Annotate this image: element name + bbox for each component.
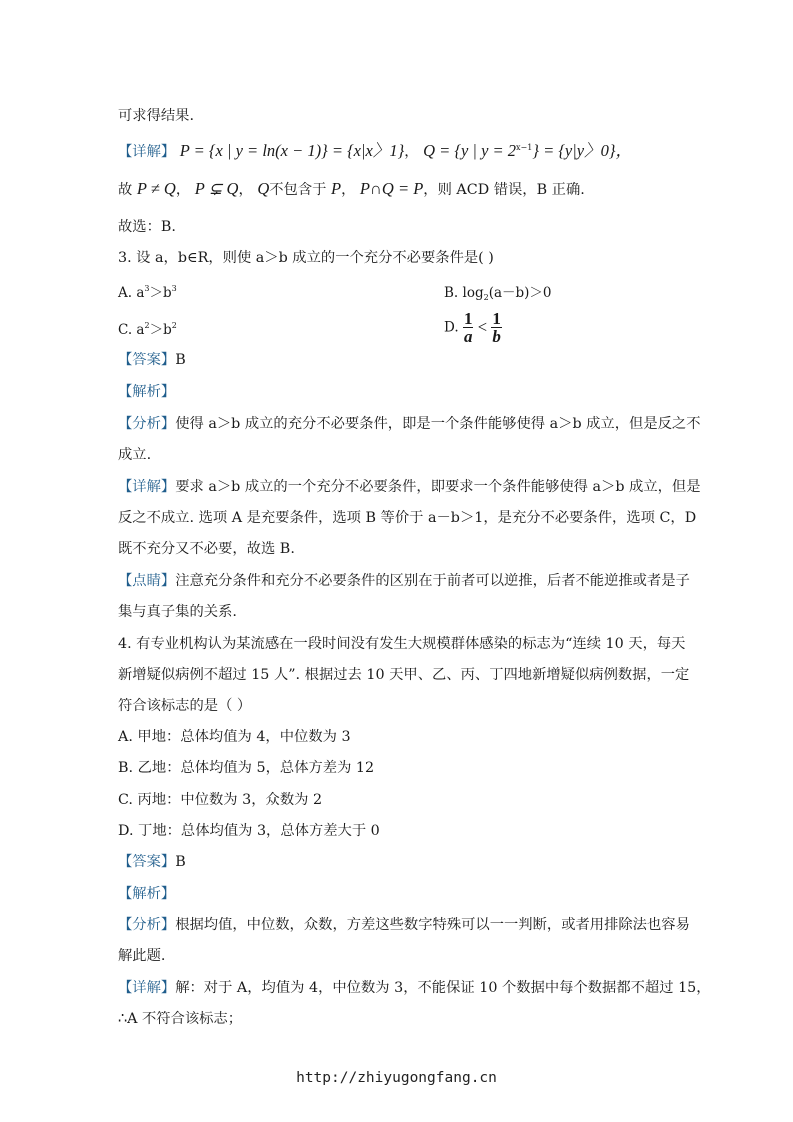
option-a: A. $a^3>b^3$ xyxy=(118,284,177,301)
text: 故 xyxy=(118,182,133,198)
math-expression: P = {x | y = ln(x − 1)} = {x|x〉1} xyxy=(179,141,405,160)
math-expression: P xyxy=(330,179,342,198)
text: ， xyxy=(238,182,253,198)
section-tag: 【详解】 xyxy=(118,980,176,996)
section-tag: 【详解】 xyxy=(118,479,176,495)
question-stem: 符合该标志的是（ ） xyxy=(118,698,252,714)
question-stem: 4. 有专业机构认为某流感在一段时间没有发生大规模群体感染的标志为“连续 10 天，每天 xyxy=(118,636,686,652)
question-stem: 3. 设 a，b∈R，则使 a＞b 成立的一个充分不必要条件是( ) xyxy=(118,250,494,266)
option-c: C. $a^2>b^2$ xyxy=(118,321,177,338)
text: ，则 ACD 错误，B 正确. xyxy=(423,182,585,198)
section-tag: 【分析】 xyxy=(118,917,176,933)
text-line: 解此题. xyxy=(118,948,166,964)
text: 不包含于 xyxy=(269,182,327,198)
answer-line: 【答案】B xyxy=(118,854,186,870)
math-expression: P ⊊ Q xyxy=(194,179,239,198)
section-tag: 【分析】 xyxy=(118,416,176,432)
text-line: 反之不成立. 选项 A 是充要条件，选项 B 等价于 a－b＞1，是充分不必要条件，选项 C，D xyxy=(118,510,697,526)
text-line xyxy=(118,138,632,162)
section-tag: 【解析】 xyxy=(118,886,176,902)
section-tag: 【答案】 xyxy=(118,854,176,870)
text-line: 故选：B. xyxy=(118,219,176,235)
option-a: A. 甲地：总体均值为 4，中位数为 3 xyxy=(118,729,351,745)
text-line: 集与真子集的关系. xyxy=(118,604,237,620)
text-line: 成立. xyxy=(118,447,152,463)
text-line: ∴A 不符合该标志； xyxy=(118,1011,243,1027)
text-line xyxy=(118,179,585,200)
text-line: 既不充分又不必要，故选 B. xyxy=(118,541,295,557)
math-expression: } = {y|y〉0}， xyxy=(532,141,632,160)
fraction: $\frac{1}{b}$ xyxy=(492,309,501,346)
option-d: D. 丁地：总体均值为 3，总体方差大于 0 xyxy=(118,823,380,839)
option-b: B. $\log_2(a-b)>0$ xyxy=(444,285,552,302)
text-line: 可求得结果. xyxy=(118,108,195,124)
option-d: D. $\frac{1}{a}$ < $\frac{1}{b}$ xyxy=(444,309,501,346)
section-tag: 【点睛】 xyxy=(118,573,176,589)
math-expression: P ≠ Q xyxy=(136,179,176,198)
question-stem: 新增疑似病例不超过 15 人”. 根据过去 10 天甲、乙、丙、丁四地新增疑似病例数据，一定 xyxy=(118,667,690,683)
option-c: C. 丙地：中位数为 3，众数为 2 xyxy=(118,792,323,808)
section-tag: 【答案】 xyxy=(118,352,176,368)
option-b: B. 乙地：总体均值为 5，总体方差为 12 xyxy=(118,760,375,776)
text-line: 【分析】根据均值，中位数，众数，方差这些数字特殊可以一一判断，或者用排除法也容易 xyxy=(118,917,690,933)
answer-line: 【答案】B xyxy=(118,352,186,368)
math-exponent: x−1 xyxy=(516,143,533,152)
footer-url: http://zhiyugongfang.cn xyxy=(296,1070,497,1086)
text-line: 【分析】使得 a＞b 成立的充分不必要条件，即是一个条件能够使得 a＞b 成立，但是反之不 xyxy=(118,416,701,432)
math-expression: Q = {y | y = 2 xyxy=(423,141,517,160)
math-expression: Q xyxy=(257,179,270,198)
math-expression: P∩Q = P xyxy=(359,179,424,198)
section-tag: 【详解】 xyxy=(118,144,176,160)
text: ， xyxy=(175,182,191,198)
fraction: $\frac{1}{a}$ xyxy=(463,309,473,346)
section-tag: 【解析】 xyxy=(118,384,176,400)
text-line: 【点睛】注意充分条件和充分不必要条件的区别在于前者可以逆推，后者不能逆推或者是子 xyxy=(118,573,690,589)
text: ， xyxy=(341,182,356,198)
punctuation: ， xyxy=(404,144,419,160)
text-line: 【详解】解：对于 A，均值为 4，中位数为 3，不能保证 10 个数据中每个数据都不超过 15， xyxy=(118,980,711,996)
text-line: 【详解】要求 a＞b 成立的一个充分不必要条件，即要求一个条件能够使得 a＞b 成立，但是 xyxy=(118,479,701,495)
